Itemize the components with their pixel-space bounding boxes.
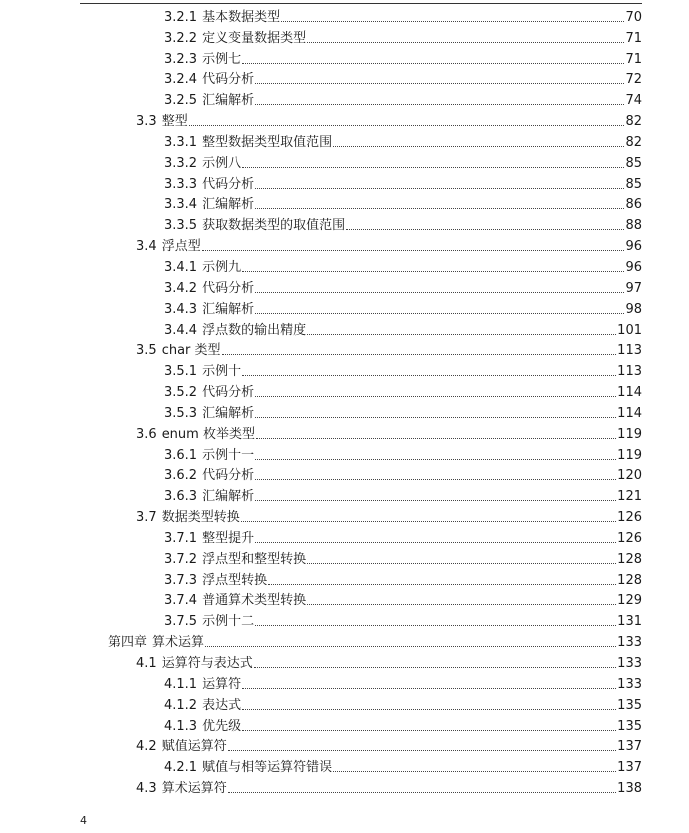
dot-leader <box>255 103 624 105</box>
toc-entry-line <box>164 385 642 400</box>
toc-entry-number: 3.3 <box>136 114 157 130</box>
toc-entry-number: 3.7 <box>136 510 157 526</box>
toc-entry[interactable] <box>0 775 689 796</box>
toc-entry-number: 3.6.3 <box>164 489 198 505</box>
toc-entry-page: 98 <box>625 301 642 317</box>
toc-entry-line <box>108 635 642 650</box>
dot-leader <box>242 687 616 689</box>
dot-leader <box>333 770 616 772</box>
toc-entry-title: 整型数据类型取值范围 <box>202 134 333 150</box>
toc-entry-page: 85 <box>625 176 642 192</box>
dot-leader <box>242 729 616 731</box>
toc-entry-number: 4.1.3 <box>164 718 198 734</box>
toc-entry-title: 定义变量数据类型 <box>202 30 307 46</box>
toc-entry-page: 70 <box>625 9 642 25</box>
toc-entry-title: 示例九 <box>202 259 242 275</box>
dot-leader <box>242 374 616 376</box>
toc-entry-page: 97 <box>625 280 642 296</box>
toc-entry-line <box>164 177 642 192</box>
toc-entry[interactable] <box>0 525 689 546</box>
toc-entry[interactable] <box>0 254 689 275</box>
toc-entry-number: 3.7.4 <box>164 593 198 609</box>
toc-entry[interactable] <box>0 608 689 629</box>
toc-entry-line <box>136 510 642 525</box>
toc-entry-line <box>164 489 642 504</box>
toc-entry[interactable] <box>0 108 689 129</box>
toc-entry-page: 126 <box>617 530 642 546</box>
toc-entry[interactable] <box>0 629 689 650</box>
toc-entry[interactable] <box>0 379 689 400</box>
dot-leader <box>346 228 624 230</box>
toc-entry-number: 3.6.2 <box>164 468 198 484</box>
dot-leader <box>189 124 625 126</box>
toc-entry-line <box>136 781 642 796</box>
toc-entry-number: 3.3.5 <box>164 218 198 234</box>
toc-entry-page: 71 <box>625 51 642 67</box>
toc-entry-line <box>136 656 642 671</box>
toc-entry-title: 浮点型 <box>161 239 201 255</box>
dot-leader <box>202 249 625 251</box>
toc-entry-number: 4.1 <box>136 656 157 671</box>
toc-entry-line <box>164 531 642 546</box>
toc-entry-page: 128 <box>617 572 642 588</box>
toc-entry-title: 汇编解析 <box>202 489 255 505</box>
toc-entry-number: 3.6.1 <box>164 447 198 463</box>
toc-entry-number: 第四章 <box>108 635 148 651</box>
toc-entry-title: 代码分析 <box>202 385 255 401</box>
toc-entry[interactable] <box>0 442 689 463</box>
toc-entry-page: 85 <box>625 155 642 171</box>
toc-entry-page: 113 <box>617 343 642 359</box>
toc-entry[interactable] <box>0 483 689 504</box>
dot-leader <box>255 207 624 209</box>
toc-entry-line <box>164 260 642 275</box>
toc-entry[interactable] <box>0 650 689 671</box>
toc-entry[interactable] <box>0 275 689 296</box>
toc-entry[interactable] <box>0 192 689 213</box>
toc-entry-line <box>164 593 642 608</box>
toc-entry-title: 基本数据类型 <box>202 9 281 25</box>
toc-entry[interactable] <box>0 546 689 567</box>
dot-leader <box>205 645 616 647</box>
toc-entry-number: 3.7.1 <box>164 530 198 546</box>
toc-entry-line <box>136 343 642 358</box>
toc-entry[interactable] <box>0 87 689 108</box>
toc-entry-title: 数据类型转换 <box>161 510 240 526</box>
toc-entry-page: 114 <box>617 405 642 421</box>
toc-entry-line <box>164 448 642 463</box>
toc-entry-number: 4.3 <box>136 781 157 797</box>
toc-entry-line <box>164 156 642 171</box>
toc-entry[interactable] <box>0 567 689 588</box>
toc-entry-number: 3.4.2 <box>164 280 198 296</box>
toc-entry-line <box>136 239 642 254</box>
toc-entry-page: 121 <box>617 489 642 505</box>
dot-leader <box>255 478 616 480</box>
toc-entry-page: 120 <box>617 468 642 484</box>
toc-entry-page: 101 <box>617 322 642 338</box>
toc-entry-title: 运算符与表达式 <box>161 656 253 671</box>
toc-entry-line <box>164 302 642 317</box>
toc-entry-page: 133 <box>617 656 642 671</box>
toc-entry[interactable] <box>0 358 689 379</box>
toc-entry-page: 131 <box>617 614 642 630</box>
table-of-contents <box>0 4 689 796</box>
toc-entry-number: 3.7.5 <box>164 614 198 630</box>
dot-leader <box>255 499 616 501</box>
toc-entry-line <box>136 739 642 754</box>
toc-entry-page: 74 <box>625 93 642 109</box>
toc-entry-page: 96 <box>625 239 642 255</box>
toc-entry-title: 示例十 <box>202 364 242 380</box>
toc-entry-line <box>164 760 642 775</box>
toc-entry-page: 82 <box>625 134 642 150</box>
toc-entry-title: 代码分析 <box>202 176 255 192</box>
toc-entry[interactable] <box>0 338 689 359</box>
toc-entry[interactable] <box>0 713 689 734</box>
toc-entry-line <box>164 677 642 692</box>
toc-entry-title: 代码分析 <box>202 72 255 88</box>
dot-leader <box>242 62 624 64</box>
toc-entry-number: 3.6 <box>136 426 157 442</box>
toc-entry[interactable] <box>0 67 689 88</box>
toc-entry-page: 135 <box>617 697 642 713</box>
toc-entry-page: 133 <box>617 676 642 692</box>
dot-leader <box>242 166 624 168</box>
toc-entry-line <box>164 468 642 483</box>
toc-entry-page: 88 <box>625 218 642 234</box>
toc-entry-page: 71 <box>625 30 642 46</box>
toc-entry-page: 133 <box>617 635 642 651</box>
dot-leader <box>307 603 616 605</box>
dot-leader <box>228 749 616 751</box>
dot-leader <box>254 666 616 668</box>
toc-entry-page: 126 <box>617 510 642 526</box>
dot-leader <box>307 562 616 564</box>
toc-entry[interactable] <box>0 421 689 442</box>
toc-entry-number: 4.2 <box>136 739 157 755</box>
toc-entry-page: 82 <box>625 114 642 130</box>
toc-entry-line <box>164 698 642 713</box>
toc-entry-line <box>164 281 642 296</box>
toc-entry-line <box>164 552 642 567</box>
toc-entry-title: 整型 <box>161 114 188 130</box>
toc-entry-title: 代码分析 <box>202 280 255 296</box>
toc-entry-line <box>164 197 642 212</box>
toc-entry-page: 137 <box>617 760 642 776</box>
toc-entry-page: 119 <box>617 426 642 442</box>
toc-entry-line <box>164 52 642 67</box>
toc-entry-title: 算术运算 <box>152 635 205 651</box>
toc-entry-number: 3.5 <box>136 343 157 359</box>
toc-entry-title: 汇编解析 <box>202 301 255 317</box>
toc-entry-line <box>164 323 642 338</box>
toc-entry[interactable] <box>0 317 689 338</box>
toc-entry-title: 赋值运算符 <box>161 739 227 755</box>
toc-entry-title: 获取数据类型的取值范围 <box>202 218 346 234</box>
toc-entry[interactable] <box>0 46 689 67</box>
toc-entry-title: 赋值与相等运算符错误 <box>202 760 333 776</box>
dot-leader <box>255 82 624 84</box>
toc-entry-number: 3.4.4 <box>164 322 198 338</box>
toc-entry-number: 3.5.3 <box>164 405 198 421</box>
dot-leader <box>333 145 624 147</box>
toc-entry-line <box>164 31 642 46</box>
toc-entry[interactable] <box>0 671 689 692</box>
toc-entry-number: 3.3.2 <box>164 155 198 171</box>
toc-entry-page: 129 <box>617 593 642 609</box>
toc-entry[interactable] <box>0 25 689 46</box>
toc-entry-line <box>164 72 642 87</box>
toc-entry[interactable] <box>0 504 689 525</box>
toc-entry-title: char 类型 <box>161 343 221 359</box>
toc-entry-number: 3.3.1 <box>164 134 198 150</box>
toc-entry[interactable] <box>0 463 689 484</box>
toc-entry-title: 示例十二 <box>202 614 255 630</box>
dot-leader <box>255 312 624 314</box>
toc-entry-title: 算术运算符 <box>161 781 227 797</box>
toc-entry[interactable] <box>0 150 689 171</box>
toc-entry-number: 3.2.4 <box>164 72 198 88</box>
dot-leader <box>242 270 624 272</box>
dot-leader <box>255 541 616 543</box>
toc-entry-page: 135 <box>617 718 642 734</box>
toc-entry-line <box>164 218 642 233</box>
toc-entry-line <box>164 573 642 588</box>
toc-entry-page: 114 <box>617 385 642 401</box>
toc-entry[interactable] <box>0 212 689 233</box>
page-number: 4 <box>80 814 87 827</box>
dot-leader <box>256 437 616 439</box>
toc-entry-page: 96 <box>625 259 642 275</box>
toc-entry-number: 3.2.1 <box>164 9 198 25</box>
dot-leader <box>268 583 616 585</box>
toc-entry[interactable] <box>0 400 689 421</box>
toc-entry[interactable] <box>0 734 689 755</box>
toc-entry-line <box>164 406 642 421</box>
toc-entry-number: 3.7.2 <box>164 551 198 567</box>
toc-entry-title: 浮点型转换 <box>202 572 268 588</box>
dot-leader <box>255 395 616 397</box>
toc-entry-page: 72 <box>625 72 642 88</box>
toc-entry-line <box>136 427 642 442</box>
toc-entry-number: 3.4.1 <box>164 259 198 275</box>
toc-entry-line <box>136 114 642 129</box>
toc-entry-line <box>164 719 642 734</box>
toc-entry-title: 汇编解析 <box>202 93 255 109</box>
dot-leader <box>281 20 624 22</box>
toc-entry-number: 3.4.3 <box>164 301 198 317</box>
dot-leader <box>307 41 624 43</box>
toc-entry-title: 运算符 <box>202 676 242 692</box>
toc-entry-line <box>164 614 642 629</box>
toc-entry[interactable] <box>0 754 689 775</box>
toc-entry-title: 示例七 <box>202 51 242 67</box>
toc-entry-number: 3.5.1 <box>164 364 198 380</box>
toc-entry-number: 3.5.2 <box>164 385 198 401</box>
toc-entry[interactable] <box>0 588 689 609</box>
dot-leader <box>242 708 616 710</box>
dot-leader <box>228 791 616 793</box>
dot-leader <box>255 291 624 293</box>
toc-entry-title: 普通算术类型转换 <box>202 593 307 609</box>
toc-entry-page: 137 <box>617 739 642 755</box>
toc-entry-number: 3.7.3 <box>164 572 198 588</box>
dot-leader <box>307 333 616 335</box>
toc-entry-number: 3.4 <box>136 239 157 255</box>
toc-entry-line <box>164 93 642 108</box>
toc-entry[interactable] <box>0 692 689 713</box>
toc-entry-title: 浮点型和整型转换 <box>202 551 307 567</box>
toc-entry-number: 3.3.4 <box>164 197 198 213</box>
toc-entry-line <box>164 135 642 150</box>
toc-entry-title: enum 枚举类型 <box>161 426 255 442</box>
toc-entry-number: 4.1.1 <box>164 676 198 692</box>
toc-entry-page: 138 <box>617 781 642 797</box>
toc-entry-number: 3.3.3 <box>164 176 198 192</box>
toc-entry-number: 3.2.2 <box>164 30 198 46</box>
dot-leader <box>255 458 616 460</box>
toc-entry-number: 4.1.2 <box>164 697 198 713</box>
toc-entry-title: 汇编解析 <box>202 405 255 421</box>
toc-entry-title: 示例八 <box>202 155 242 171</box>
toc-entry-number: 4.2.1 <box>164 760 198 776</box>
toc-entry-title: 代码分析 <box>202 468 255 484</box>
toc-entry-title: 示例十一 <box>202 447 255 463</box>
toc-entry-title: 汇编解析 <box>202 197 255 213</box>
toc-entry[interactable] <box>0 296 689 317</box>
toc-entry-page: 113 <box>617 364 642 380</box>
toc-entry-page: 86 <box>625 197 642 213</box>
toc-entry-title: 整型提升 <box>202 530 255 546</box>
toc-entry-title: 表达式 <box>202 697 242 713</box>
toc-entry-number: 3.2.5 <box>164 93 198 109</box>
dot-leader <box>222 353 617 355</box>
toc-entry-page: 128 <box>617 551 642 567</box>
toc-entry[interactable] <box>0 233 689 254</box>
toc-entry-line <box>164 364 642 379</box>
toc-entry-line <box>164 10 642 25</box>
toc-entry[interactable] <box>0 4 689 25</box>
dot-leader <box>255 624 616 626</box>
toc-entry-number: 3.2.3 <box>164 51 198 67</box>
dot-leader <box>255 187 624 189</box>
toc-entry-title: 浮点数的输出精度 <box>202 322 307 338</box>
dot-leader <box>241 520 616 522</box>
toc-entry-page: 119 <box>617 447 642 463</box>
toc-entry[interactable] <box>0 171 689 192</box>
toc-entry-title: 优先级 <box>202 718 242 734</box>
toc-entry[interactable] <box>0 129 689 150</box>
dot-leader <box>255 416 616 418</box>
